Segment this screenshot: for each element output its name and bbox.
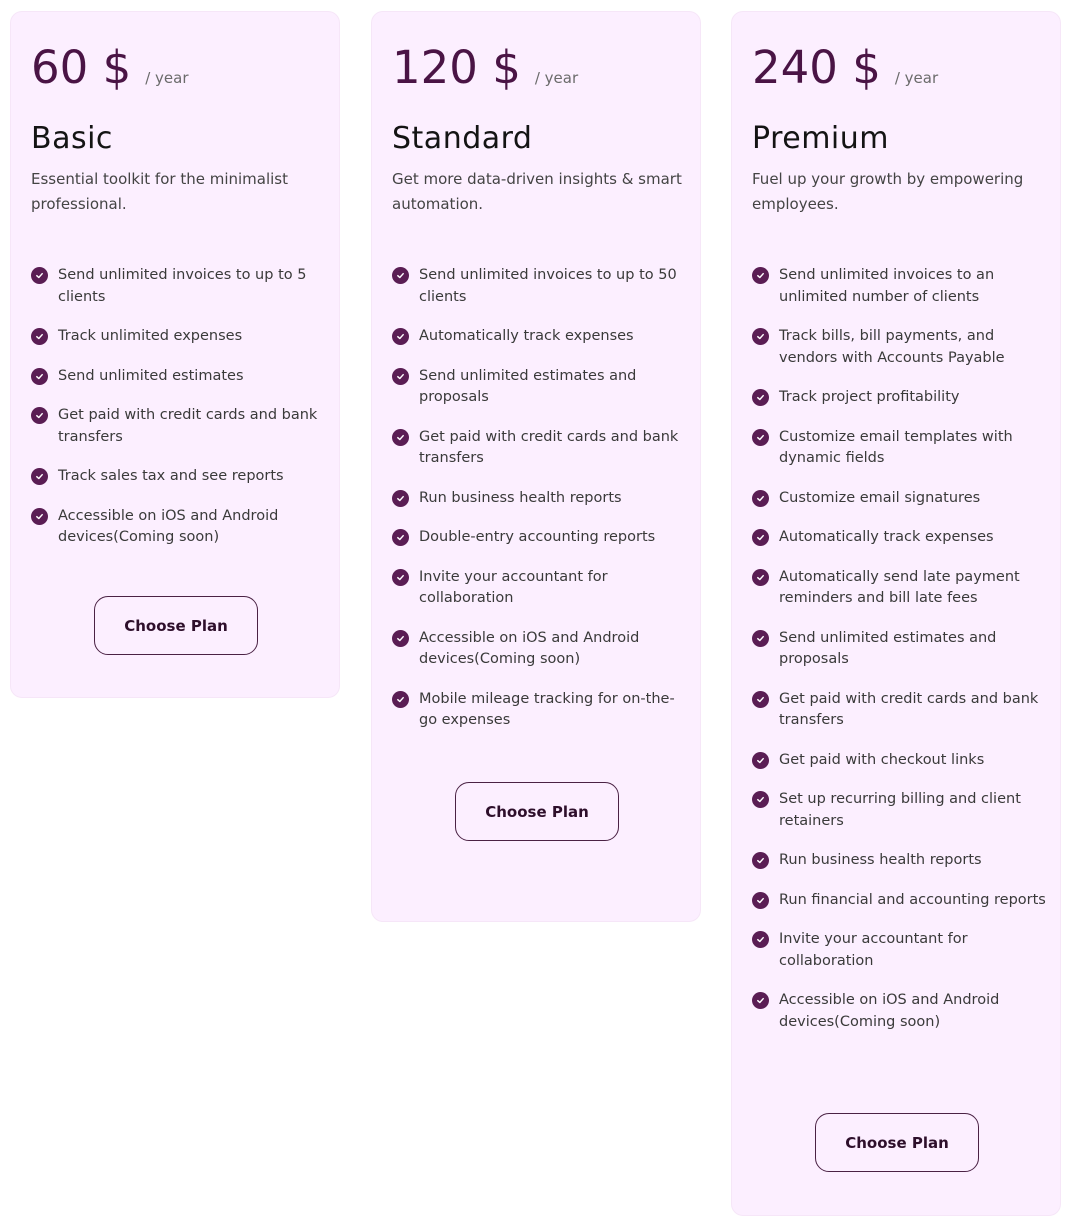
feature-text: Double-entry accounting reports [419,529,656,545]
check-circle-icon [392,691,409,708]
plan-price: 60 $ [31,41,132,94]
feature-text: Send unlimited invoices to up to 50 clients [419,267,677,305]
feature-item [752,266,1048,308]
check-circle-icon [392,267,409,284]
feature-item [392,266,688,308]
feature-text: Accessible on iOS and Android devices(Coming soon) [779,992,1000,1030]
feature-item [392,568,688,610]
plan-price: 120 $ [392,41,521,94]
check-circle-icon [752,529,769,546]
plan-period: / year [145,69,189,87]
feature-text: Mobile mileage tracking for on-the-go expenses [419,690,675,728]
feature-text: Customize email templates with dynamic fields [779,428,1013,466]
check-circle-icon [31,508,48,525]
feature-text: Send unlimited estimates and proposals [779,629,997,667]
plan-description: Essential toolkit for the minimalist professional. [31,170,288,213]
feature-text: Get paid with credit cards and bank transfers [419,428,679,466]
price-row [752,42,938,94]
check-circle-icon [752,429,769,446]
feature-text: Automatically send late payment reminders and bill late fees [779,568,1020,606]
check-circle-icon [392,368,409,385]
choose-plan-button-premium[interactable]: Choose Plan [815,1113,979,1172]
plan-card-standard [371,11,701,922]
feature-item [392,327,688,348]
feature-text: Send unlimited estimates [58,367,244,384]
feature-item [752,690,1048,732]
check-circle-icon [392,569,409,586]
check-circle-icon [752,569,769,586]
feature-list [392,266,688,751]
check-circle-icon [752,267,769,284]
feature-item [31,467,327,488]
feature-item [31,327,327,348]
feature-text: Send unlimited estimates and proposals [419,367,637,405]
check-circle-icon [752,931,769,948]
feature-item [752,790,1048,832]
feature-text: Accessible on iOS and Android devices(Coming soon) [419,629,640,667]
check-circle-icon [392,529,409,546]
check-circle-icon [392,630,409,647]
feature-list [752,266,1048,1052]
feature-item [752,388,1048,409]
feature-text: Accessible on iOS and Android devices(Coming soon) [58,507,279,545]
feature-text: Invite your accountant for collaboration [419,568,608,606]
plan-name: Premium [752,121,889,156]
feature-item [31,507,327,549]
check-circle-icon [752,328,769,345]
feature-item [392,690,688,732]
feature-item [31,367,327,388]
feature-text: Track sales tax and see reports [58,468,284,484]
feature-item [392,367,688,409]
plan-card-basic [10,11,340,698]
feature-text: Send unlimited invoices to an unlimited number of clients [779,267,995,305]
plan-period: / year [894,69,939,87]
check-circle-icon [31,368,48,385]
feature-item [392,528,688,549]
check-circle-icon [752,992,769,1009]
choose-plan-button-basic[interactable]: Choose Plan [94,596,258,655]
feature-item [392,489,688,510]
feature-item [752,891,1048,912]
check-circle-icon [392,429,409,446]
check-circle-icon [752,389,769,406]
plan-description: Fuel up your growth by empowering employees. [752,170,1024,213]
check-circle-icon [31,328,48,345]
check-circle-icon [392,490,409,507]
check-circle-icon [752,892,769,909]
plan-description: Get more data-driven insights & smart automation. [392,170,682,213]
check-circle-icon [752,752,769,769]
feature-text: Track unlimited expenses [58,328,243,344]
check-circle-icon [31,267,48,284]
feature-item [752,428,1048,470]
feature-text: Automatically track expenses [779,529,994,545]
check-circle-icon [752,791,769,808]
feature-item [752,568,1048,610]
feature-text: Track project profitability [779,389,960,405]
feature-text: Run business health reports [419,489,622,506]
check-circle-icon [31,468,48,485]
feature-text: Customize email signatures [779,489,981,506]
check-circle-icon [752,630,769,647]
feature-text: Get paid with credit cards and bank transfers [58,407,318,445]
feature-item [752,489,1048,510]
feature-text: Run financial and accounting reports [779,891,1046,908]
check-circle-icon [752,691,769,708]
feature-item [31,406,327,448]
plan-period: / year [534,69,579,87]
feature-text: Get paid with credit cards and bank transfers [779,690,1039,728]
feature-item [752,751,1048,772]
feature-item [392,629,688,671]
plan-name: Basic [31,121,113,156]
feature-item [752,629,1048,671]
check-circle-icon [752,490,769,507]
choose-plan-button-standard[interactable]: Choose Plan [455,782,619,841]
feature-item [752,851,1048,872]
feature-item [31,266,327,308]
plan-card-premium [731,11,1061,1216]
feature-text: Invite your accountant for collaboration [779,931,968,969]
feature-text: Send unlimited invoices to up to 5 clients [58,267,307,305]
price-row [31,42,189,94]
feature-item [752,528,1048,549]
feature-list [31,266,327,568]
feature-item [752,327,1048,369]
check-circle-icon [392,328,409,345]
feature-item [752,991,1048,1033]
feature-text: Set up recurring billing and client retainers [779,791,1021,829]
feature-text: Get paid with checkout links [779,751,985,768]
plan-price: 240 $ [752,41,881,94]
check-circle-icon [31,407,48,424]
check-circle-icon [752,852,769,869]
feature-text: Run business health reports [779,852,982,868]
feature-text: Track bills, bill payments, and vendors with Accounts Payable [779,328,1005,366]
price-row [392,42,578,94]
feature-item [392,428,688,470]
feature-item [752,930,1048,972]
feature-text: Automatically track expenses [419,328,634,344]
plan-name: Standard [392,121,533,156]
